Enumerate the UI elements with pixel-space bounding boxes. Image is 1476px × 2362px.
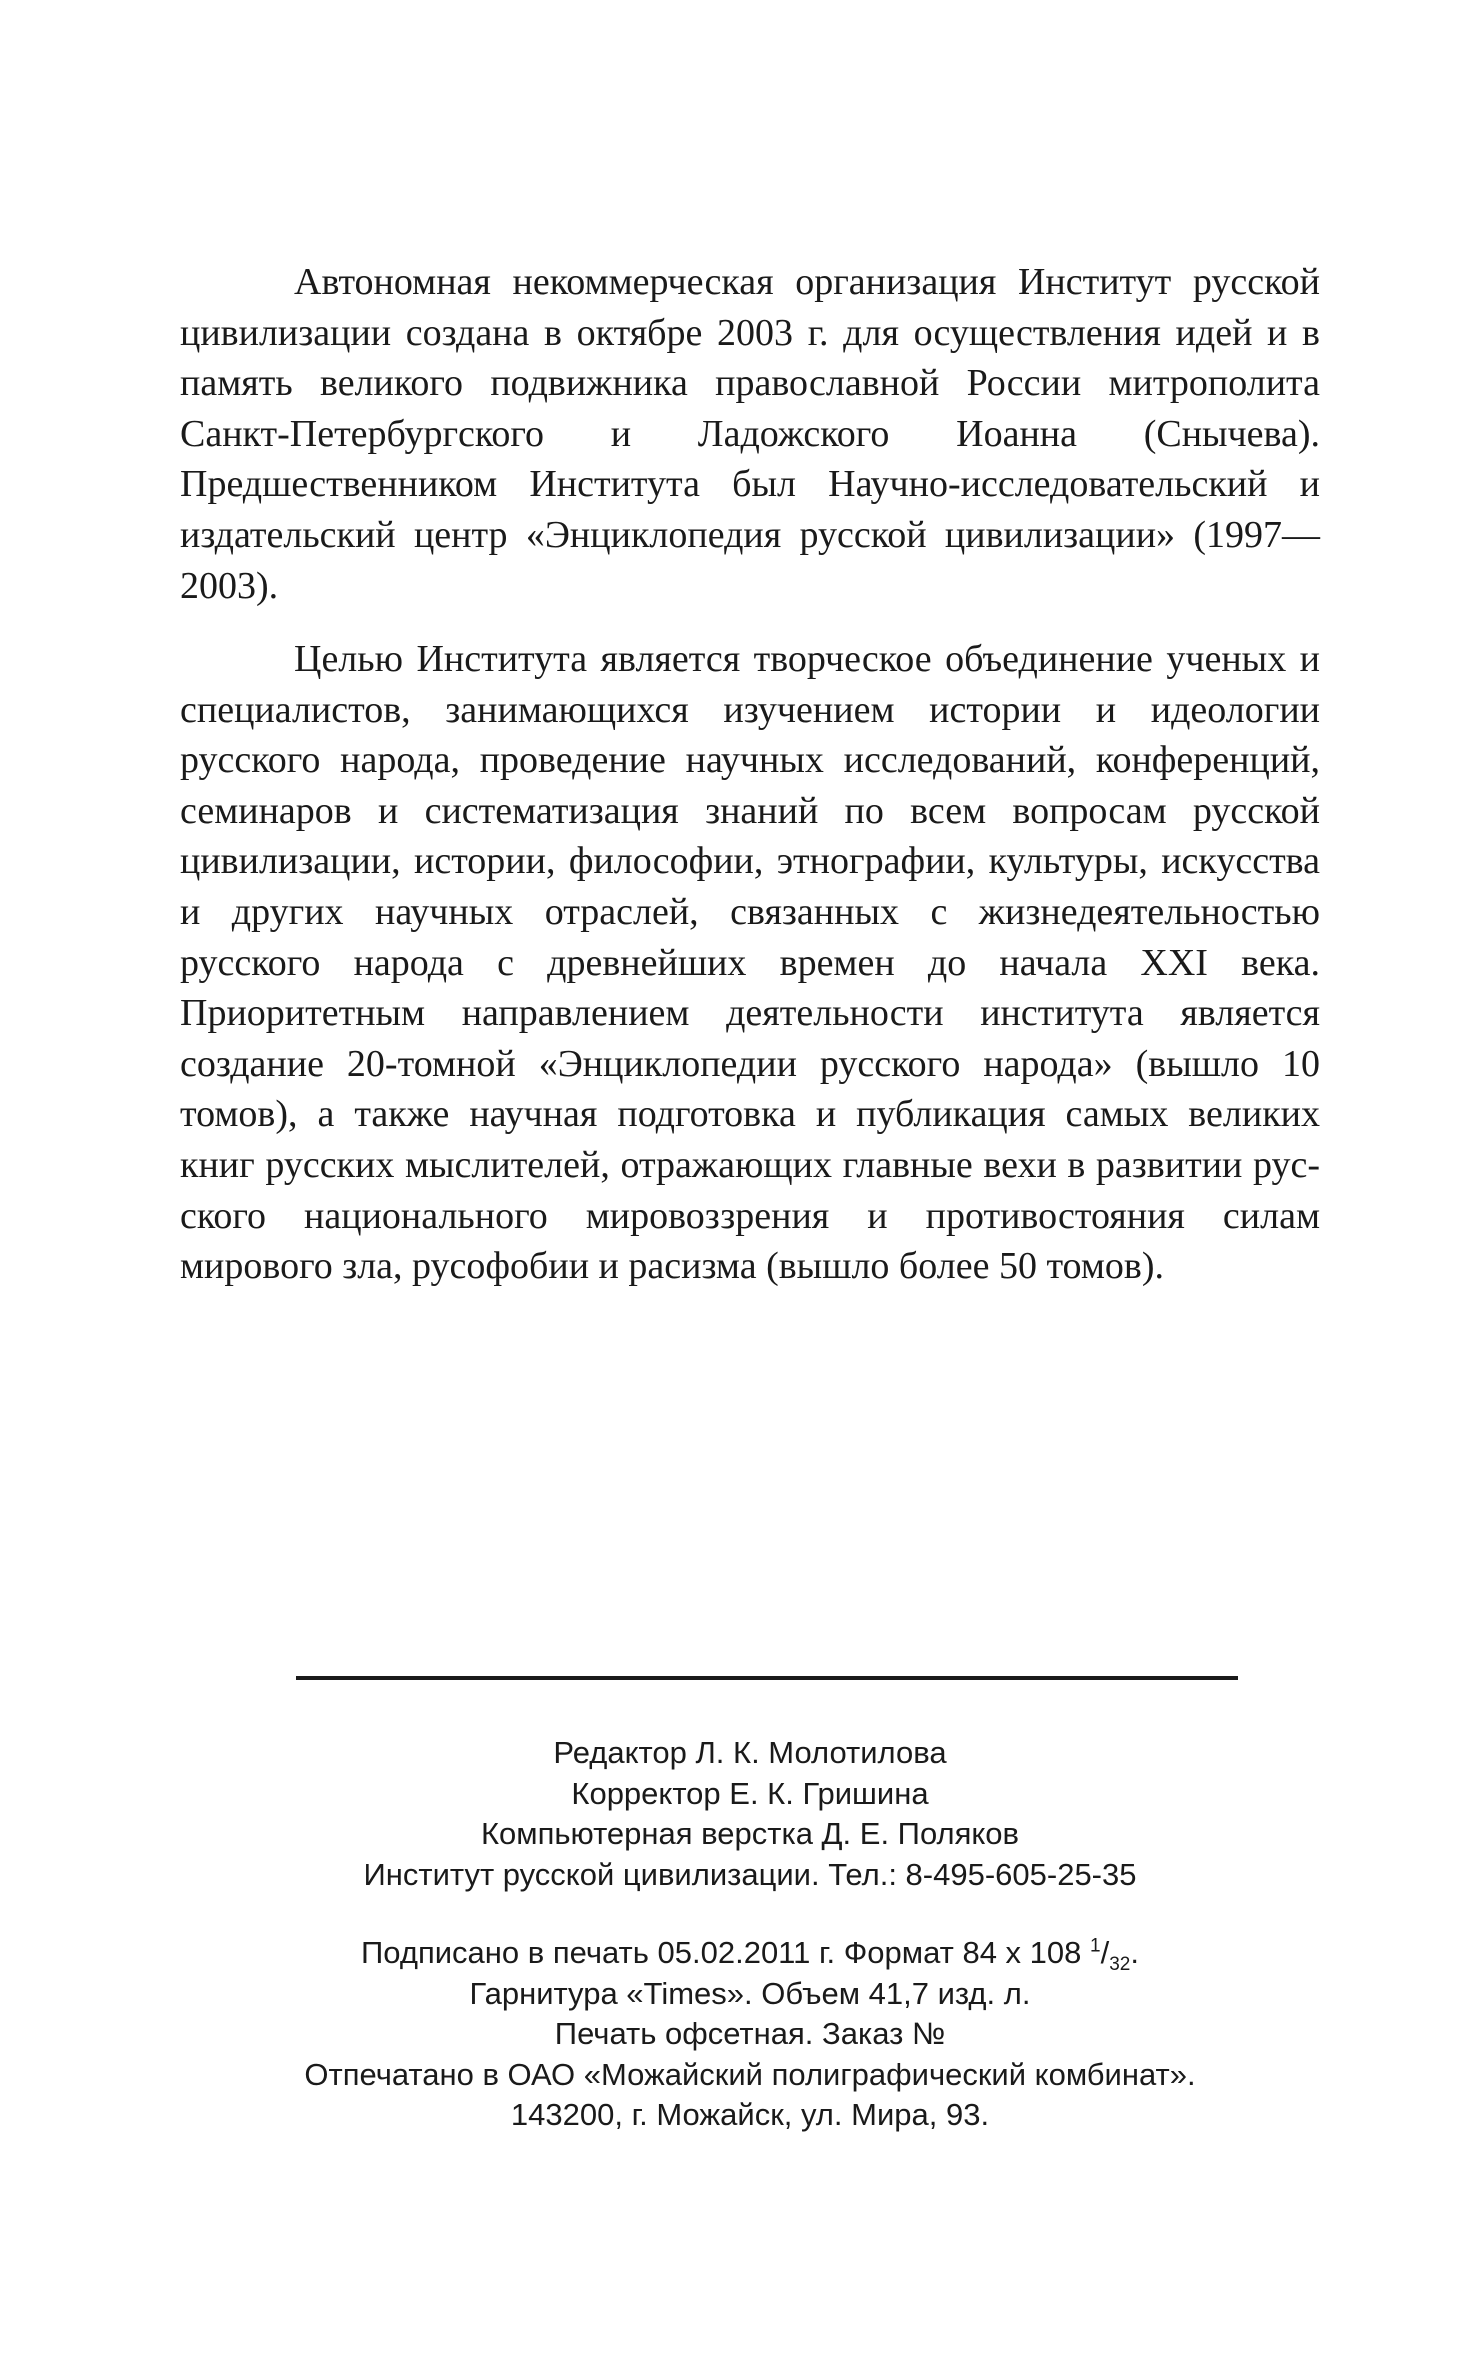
print-type: Печать офсетная. Заказ № [554,2016,946,2051]
signed-text: Подписано в печать 05.02.2011 г. Формат 84 х 108 [361,1935,1090,1970]
divider-line [296,1676,1238,1680]
proofreader-credit: Корректор Е. К. Гришина [571,1775,929,1811]
signed-suffix: . [1130,1935,1139,1970]
institute-contact: Институт русской цивилизации. Тел.: 8-495-605-25-35 [363,1856,1137,1892]
typeface-volume: Гарнитура «Times». Объем 41,7 изд. л. [469,1975,1031,2011]
printer-name: Отпечатано в ОАО «Можайский полиграфический комбинат». [304,2056,1196,2092]
paragraph-institute-founding: Автономная некоммерческая организация Институт русской цивилизации создана в октябре 2003 г. для осуществления идей и в память великого подвижника православной России митрополита Санкт-Петербургского и Ладожского Иоанна (Снычева). Предшественником Института был Научно-исследовательский и издательский центр «Энциклопедия русской цивилизации» (1997—2003). [180,261,1320,607]
format-slash: / [1100,1935,1110,1970]
credits-block [180,1733,1320,1895]
printer-address: 143200, г. Можайск, ул. Мира, 93. [510,2097,990,2132]
layout-credit: Компьютерная верстка Д. Е. Поляков [480,1816,1020,1851]
printing-block [180,1933,1320,2136]
signed-for-print [180,1933,1320,1974]
editor-credit: Редактор Л. К. Молотилова [553,1735,947,1770]
format-fraction [1090,1935,1131,1976]
format-denominator: 32 [1109,1954,1131,1976]
paragraph-institute-goals: Целью Института является творческое объединение ученых и специалистов, занимающихся изучением истории и идеологии русского народа, проведение научных исследований, конференций, семинаров и систематизация знаний по всем вопросам русской цивилизации, истории, философии, этнографии, культуры, искусства и других научных отраслей, связанных с жизнедеятельностью русского народа с древнейших времен до начала XXI века. Приоритетным направлением деятельности института является создание 20-томной «Энциклопедии русского народа» (вышло 10 томов), а также научная подготовка и публикация самых великих книг русских мыслителей, отражающих главные вехи в развитии русского национального мировоззрения и противостояния силам мирового зла, русофобии и расизма (вышло более 50 томов). [180,638,1320,1288]
format-numerator: 1 [1090,1935,1101,1957]
